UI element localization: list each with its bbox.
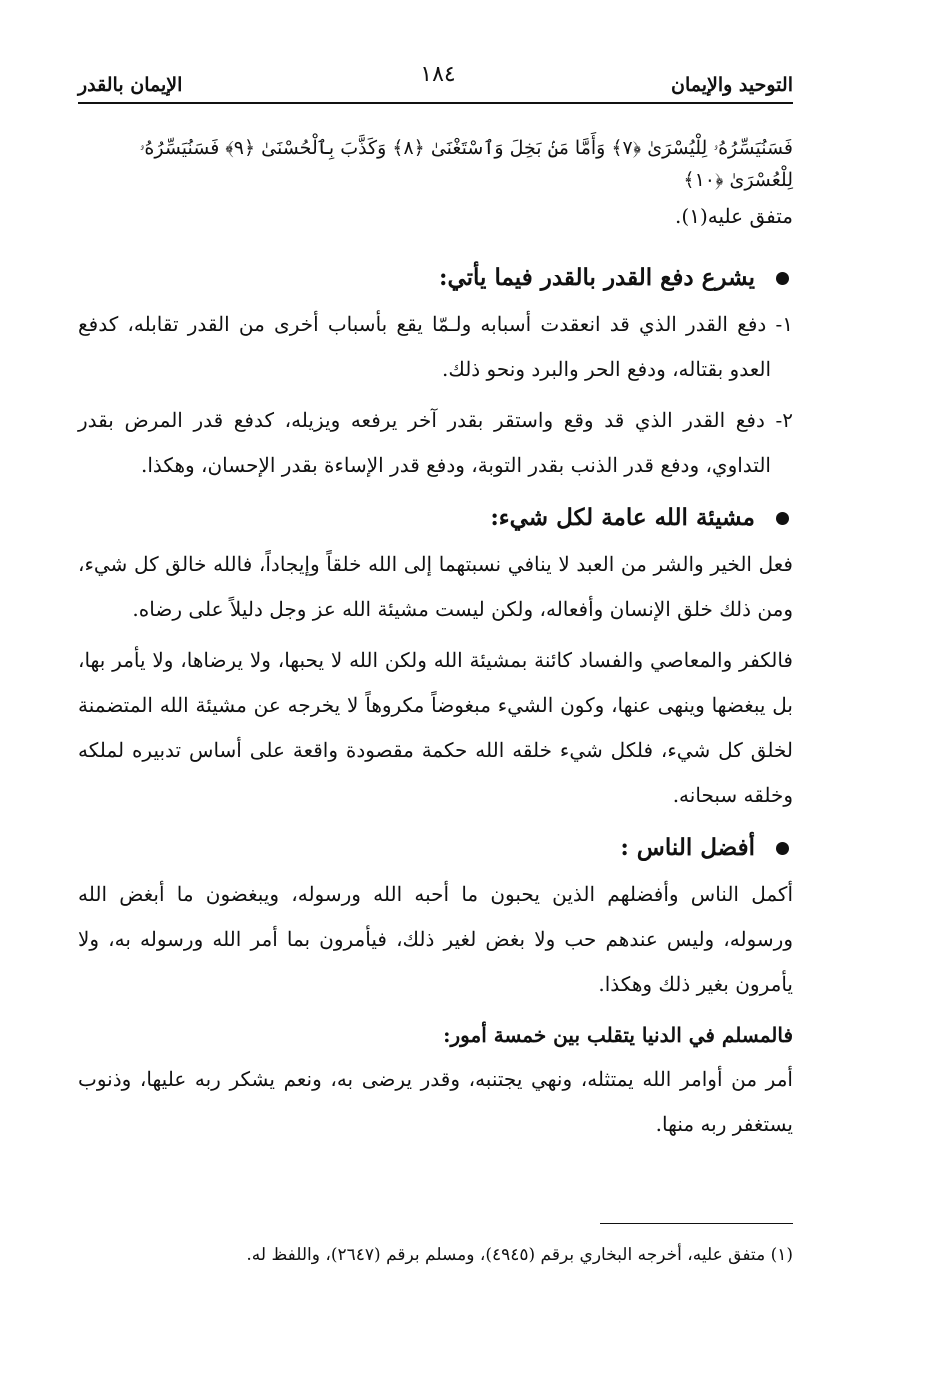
- page-header: [78, 62, 793, 104]
- bullet-icon: [776, 272, 789, 285]
- paragraph: أمر من أوامر الله يمتثله، ونهي يجتنبه، وقدر يرضى به، ونعم يشكر ربه عليها، وذنوب يستغفر ربه منها.: [78, 1067, 793, 1136]
- paragraph: فالكفر والمعاصي والفساد كائنة بمشيئة الله ولكن الله لا يحبها، ولا يرضاها، ولا يأمر بها، بل يبغضها وينهى عنها، وكون الشيء مبغوضاً مكروهاً لا يخرجه عن مشيئة الله المتضمنة لخلق كل شيء، فلكل شيء خلقه الله حكمة مقصودة واقعة على أساس تدبيره لملكه وخلقه سبحانه.: [78, 648, 793, 807]
- book-title: التوحيد والإيمان: [671, 74, 793, 96]
- section-repelling-decree: [78, 258, 793, 488]
- quran-verse: فَسَنُيَسِّرُهُۥ لِلْيُسْرَىٰ ﴿٧﴾ وَأَمَّا مَنۢ بَخِلَ وَٱسْتَغْنَىٰ ﴿٨﴾ وَكَذَّبَ بِٱلْحُسْنَىٰ ﴿٩﴾ فَسَنُيَسِّرُهُۥ لِلْعُسْرَىٰ ﴿١٠﴾: [139, 137, 793, 191]
- bullet-icon: [776, 512, 789, 525]
- section-heading: [78, 498, 793, 538]
- section-divine-will: [78, 498, 793, 818]
- section-heading-text: أفضل الناس :: [620, 834, 755, 861]
- paragraph: فعل الخير والشر من العبد لا ينافي نسبتهما إلى الله خلقاً وإيجاداً، فالله خالق كل شيء، ومن ذلك خلق الإنسان وأفعاله، ولكن ليست مشيئة الله عز وجل دليلاً على رضاه.: [78, 552, 793, 621]
- page-number: ١٨٤: [420, 62, 456, 87]
- section-heading-text: مشيئة الله عامة لكل شيء:: [490, 504, 755, 531]
- footnote-divider: [600, 1223, 793, 1224]
- subheading: فالمسلم في الدنيا يتقلب بين خمسة أمور:: [443, 1023, 793, 1047]
- section-heading: [78, 828, 793, 868]
- section-heading: [78, 258, 793, 298]
- page-body: [78, 132, 793, 1153]
- bullet-icon: [776, 842, 789, 855]
- section-best-people: [78, 828, 793, 1147]
- numbered-paragraph: ١- دفع القدر الذي قد انعقدت أسبابه ولـمّا يقع بأسباب أخرى من القدر تقابله، كدفع العدو بقتاله، ودفع الحر والبرد ونحو ذلك.: [78, 312, 793, 381]
- footnote: (١) متفق عليه، أخرجه البخاري برقم (٤٩٤٥)، ومسلم برقم (٢٦٤٧)، واللفظ له.: [246, 1245, 793, 1265]
- section-heading-text: يشرع دفع القدر بالقدر فيما يأتي:: [438, 264, 755, 291]
- numbered-paragraph: ٢- دفع القدر الذي قد وقع واستقر بقدر آخر يرفعه ويزيله، كدفع قدر المرض بقدر التداوي، ودفع قدر الذنب بقدر التوبة، ودفع قدر الإساءة بقدر الإحسان، وهكذا.: [78, 408, 793, 477]
- verse-reference: متفق عليه(١).: [675, 204, 793, 228]
- chapter-title: الإيمان بالقدر: [78, 74, 183, 96]
- paragraph: أكمل الناس وأفضلهم الذين يحبون ما أحبه الله ورسوله، ويبغضون ما أبغض الله ورسوله، وليس عندهم حب ولا بغض لغير ذلك، فيأمرون بما أمر الله ورسوله به، ولا يأمرون بغير ذلك وهكذا.: [78, 882, 793, 996]
